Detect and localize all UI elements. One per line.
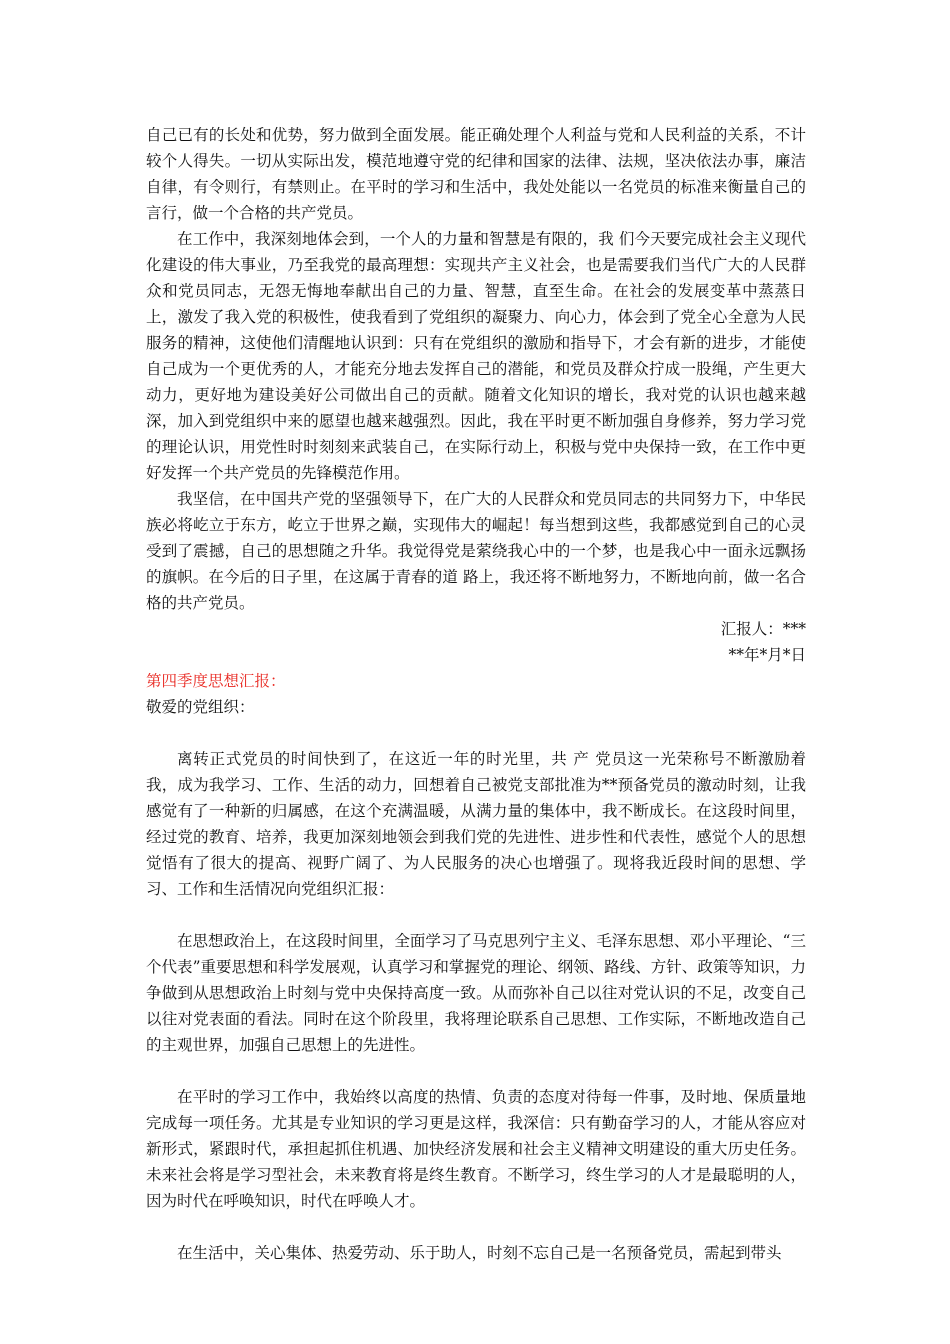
paragraph-politics: 在思想政治上，在这段时间里，全面学习了马克思列宁主义、毛泽东思想、邓小平理论、“三个代表”重要思想和科学发展观，认真学习和掌握党的理论、纲领、路线、方针、政策等知识，力争做到从思想政治上时刻与党中央保持高度一致。从而弥补自己以往对党认识的不足，改变自己以往对党表面的看法。同时在这个阶段里，我将理论联系自己思想、工作实际，不断地改造自己的主观世界，加强自己思想上的先进性。	[146, 932, 806, 1054]
paragraph-study: 在平时的学习工作中，我始终以高度的热情、负责的态度对待每一件事，及时地、保质量地完成每一项任务。尤其是专业知识的学习更是这样，我深信：只有勤奋学习的人，才能从容应对新形式，紧跟时代，承担起抓住机遇、加快经济发展和社会主义精神文明建设的重大历史任务。未来社会将是学习型社会，未来教育将是终生教育。不断学习，终生学习的人才是最聪明的人，因为时代在呼唤知识，时代在呼唤人才。	[146, 1088, 806, 1210]
document-page	[146, 122, 806, 1266]
paragraph-work: 在工作中，我深刻地体会到，一个人的力量和智慧是有限的，我 们今天要完成社会主义现代化建设的伟大事业，乃至我党的最高理想：实现共产主义社会，也是需要我们当代广大的人民群众和党员同志，无怨无悔地奉献出自己的力量、智慧，直至生命。在社会的发展变革中蒸蒸日上，激发了我入党的积极性，使我看到了党组织的凝聚力、向心力，体会到了党全心全意为人民服务的精神，这使他们清醒地认识到：只有在党组织的激励和指导下，才会有新的进步，才能使自己成为一个更优秀的人，才能充分地去发挥自己的潜能，和党员及群众拧成一股绳，产生更大动力，更好地为建设美好公司做出自己的贡献。随着文化知识的增长，我对党的认识也越来越深，加入到党组织中来的愿望也越来越强烈。因此，我在平时更不断加强自身修养，努力学习党的理论认识，用党性时时刻刻来武装自己，在实际行动上，积极与党中央保持一致，在工作中更好发挥一个共产党员的先锋模范作用。	[146, 230, 806, 482]
section-title: 第四季度思想汇报：	[146, 672, 286, 690]
paragraph-belief: 我坚信，在中国共产党的坚强领导下，在广大的人民群众和党员同志的共同努力下，中华民族必将屹立于东方，屹立于世界之巅，实现伟大的崛起！每当想到这些，我都感觉到自己的心灵受到了震撼，自己的思想随之升华。我觉得党是萦绕我心中的一个梦，也是我心中一面永远飘扬的旗帜。在今后的日子里，在这属于青春的道 路上，我还将不断地努力，不断地向前，做一名合格的共产党员。	[146, 490, 806, 612]
paragraph-life: 在生活中，关心集体、热爱劳动、乐于助人，时刻不忘自己是一名预备党员，需起到带头	[177, 1244, 782, 1262]
signature-reporter: 汇报人：***	[720, 620, 806, 638]
signature-date: **年*月*日	[728, 646, 806, 664]
paragraph-intro: 离转正式党员的时间快到了，在这近一年的时光里，共 产 党员这一光荣称号不断激励着我，成为我学习、工作、生活的动力，回想着自己被党支部批准为**预备党员的激动时刻，让我感觉有了一种新的归属感，在这个充满温暖，从满力量的集体中，我不断成长。在这段时间里，经过党的教育、培养，我更加深刻地领会到我们党的先进性、进步性和代表性，感觉个人的思想觉悟有了很大的提高、视野广阔了、为人民服务的决心也增强了。现将我近段时间的思想、学习、工作和生活情况向党组织汇报：	[146, 750, 806, 898]
paragraph-continued: 自己已有的长处和优势，努力做到全面发展。能正确处理个人利益与党和人民利益的关系，不计较个人得失。一切从实际出发，模范地遵守党的纪律和国家的法律、法规，坚决依法办事，廉洁自律，有令则行，有禁则止。在平时的学习和生活中，我处处能以一名党员的标准来衡量自己的言行，做一个合格的共产党员。	[146, 126, 806, 222]
salutation: 敬爱的党组织：	[146, 698, 255, 716]
